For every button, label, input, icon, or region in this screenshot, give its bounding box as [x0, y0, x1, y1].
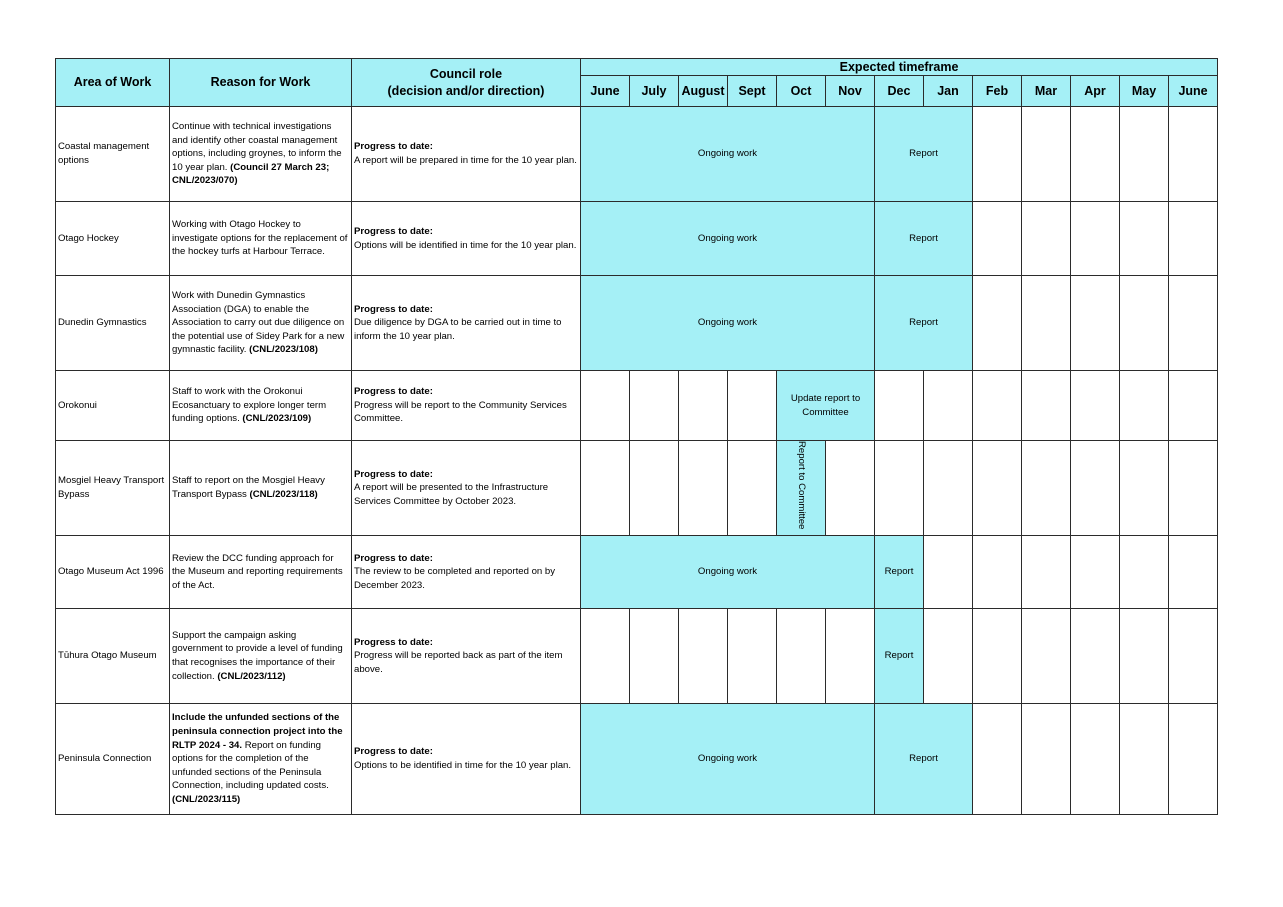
empty-month-cell — [875, 371, 924, 441]
empty-month-cell — [1071, 371, 1120, 441]
reason-ref: (CNL/2023/112) — [217, 670, 286, 682]
empty-month-cell — [924, 609, 973, 704]
reason-text: Working with Otago Hockey to investigate options for the replacement of the hockey turfs at Harbour Terrace. — [172, 219, 348, 258]
header-role-line2: (decision and/or direction) — [387, 83, 545, 98]
report-bar: Report — [875, 536, 924, 609]
progress-cell — [352, 276, 581, 371]
month-header: June — [581, 76, 630, 107]
empty-month-cell — [1169, 536, 1218, 609]
empty-month-cell — [1022, 202, 1071, 276]
table-row — [56, 276, 1218, 371]
table-row — [56, 536, 1218, 609]
empty-month-cell — [973, 371, 1022, 441]
empty-month-cell — [630, 609, 679, 704]
table-row — [56, 609, 1218, 704]
empty-month-cell — [679, 609, 728, 704]
progress-text: A report will be prepared in time for the 10 year plan. — [354, 155, 577, 166]
ongoing-work-bar: Ongoing work — [581, 107, 875, 202]
empty-month-cell — [973, 441, 1022, 536]
empty-month-cell — [1022, 536, 1071, 609]
progress-text: Progress will be reported back as part of the item above. — [354, 650, 563, 675]
report-bar: Report — [875, 202, 973, 276]
progress-text: Options will be identified in time for the 10 year plan. — [354, 239, 577, 251]
empty-month-cell — [1022, 107, 1071, 202]
progress-cell — [352, 609, 581, 704]
empty-month-cell — [1071, 704, 1120, 815]
empty-month-cell — [1169, 609, 1218, 704]
empty-month-cell — [973, 276, 1022, 371]
area-cell: Tūhura Otago Museum — [56, 609, 170, 704]
reason-cell — [170, 107, 352, 202]
empty-month-cell — [1022, 441, 1071, 536]
reason-cell — [170, 371, 352, 441]
progress-label: Progress to date: — [354, 303, 433, 315]
reason-ref: (CNL/2023/118) — [249, 489, 318, 500]
month-header: May — [1120, 76, 1169, 107]
header-council-role — [352, 59, 581, 107]
empty-month-cell — [924, 536, 973, 609]
empty-month-cell — [728, 441, 777, 536]
month-header: Apr — [1071, 76, 1120, 107]
header-role-line1: Council role — [429, 66, 503, 81]
empty-month-cell — [924, 441, 973, 536]
month-header: July — [630, 76, 679, 107]
progress-cell — [352, 202, 581, 276]
empty-month-cell — [1120, 107, 1169, 202]
empty-month-cell — [1071, 202, 1120, 276]
empty-month-cell — [1071, 441, 1120, 536]
reason-text: Staff to work with the Orokonui Ecosanctuary to explore longer term funding options. — [172, 386, 327, 425]
area-cell: Peninsula Connection — [56, 704, 170, 815]
progress-label: Progress to date: — [354, 468, 433, 480]
empty-month-cell — [1120, 371, 1169, 441]
progress-label: Progress to date: — [354, 141, 433, 153]
reason-cell — [170, 276, 352, 371]
empty-month-cell — [581, 371, 630, 441]
reason-cell — [170, 441, 352, 536]
month-header: Jan — [924, 76, 973, 107]
progress-text: Due diligence by DGA to be carried out in time to inform the 10 year plan. — [354, 317, 562, 342]
empty-month-cell — [1169, 704, 1218, 815]
empty-month-cell — [777, 609, 826, 704]
progress-cell — [352, 441, 581, 536]
month-header: Sept — [728, 76, 777, 107]
area-cell: Coastal management options — [56, 107, 170, 202]
report-bar: Report — [875, 704, 973, 815]
ongoing-work-bar: Ongoing work — [581, 276, 875, 371]
empty-month-cell — [1071, 609, 1120, 704]
empty-month-cell — [1169, 441, 1218, 536]
work-programme-table — [55, 58, 1218, 815]
month-header: Oct — [777, 76, 826, 107]
empty-month-cell — [826, 609, 875, 704]
empty-month-cell — [973, 107, 1022, 202]
empty-month-cell — [875, 441, 924, 536]
empty-month-cell — [581, 441, 630, 536]
month-header: Mar — [1022, 76, 1071, 107]
reason-cell — [170, 704, 352, 815]
header-area: Area of Work — [56, 59, 170, 107]
header-timeframe: Expected timeframe — [581, 59, 1218, 76]
ongoing-work-bar: Ongoing work — [581, 536, 875, 609]
empty-month-cell — [1120, 276, 1169, 371]
progress-label: Progress to date: — [354, 225, 433, 237]
reason-cell — [170, 202, 352, 276]
table-row — [56, 371, 1218, 441]
progress-text: Options to be identified in time for the 10 year plan. — [354, 760, 572, 771]
empty-month-cell — [1169, 371, 1218, 441]
empty-month-cell — [679, 371, 728, 441]
area-cell: Otago Hockey — [56, 202, 170, 276]
empty-month-cell — [1120, 202, 1169, 276]
progress-label: Progress to date: — [354, 636, 433, 648]
empty-month-cell — [1120, 536, 1169, 609]
empty-month-cell — [1022, 609, 1071, 704]
progress-label: Progress to date: — [354, 386, 433, 398]
progress-label: Progress to date: — [354, 552, 433, 564]
empty-month-cell — [1071, 107, 1120, 202]
progress-text: Progress will be report to the Community Services Committee. — [354, 399, 567, 425]
report-bar: Report — [875, 609, 924, 704]
empty-month-cell — [630, 371, 679, 441]
table-row — [56, 107, 1218, 202]
empty-month-cell — [1169, 276, 1218, 371]
ongoing-work-bar: Ongoing work — [581, 202, 875, 276]
empty-month-cell — [973, 202, 1022, 276]
month-header: June — [1169, 76, 1218, 107]
reason-lead: Include the unfunded sections of the peninsula connection project into the RLTP 2024 - 34. — [172, 712, 343, 751]
empty-month-cell — [973, 609, 1022, 704]
empty-month-cell — [1071, 536, 1120, 609]
progress-cell — [352, 536, 581, 609]
empty-month-cell — [630, 441, 679, 536]
month-header: August — [679, 76, 728, 107]
reason-text: Support the campaign asking government to provide a level of funding that recognises the importance of their collection. — [172, 629, 343, 682]
reason-text: Work with Dunedin Gymnastics Association (DGA) to enable the Association to carry out due diligence on the potential use of Sidey Park for a new gymnastic facility. — [172, 290, 345, 356]
ongoing-work-bar: Ongoing work — [581, 704, 875, 815]
empty-month-cell — [1022, 371, 1071, 441]
empty-month-cell — [1120, 704, 1169, 815]
reason-ref: (CNL/2023/115) — [172, 793, 241, 805]
area-cell: Otago Museum Act 1996 — [56, 536, 170, 609]
report-bar: Report — [875, 276, 973, 371]
empty-month-cell — [1169, 202, 1218, 276]
report-to-committee-bar — [777, 441, 826, 536]
empty-month-cell — [581, 609, 630, 704]
reason-text: Staff to report on the Mosgiel Heavy Transport Bypass — [172, 475, 325, 500]
header-reason: Reason for Work — [170, 59, 352, 107]
empty-month-cell — [973, 704, 1022, 815]
table-row — [56, 202, 1218, 276]
progress-cell — [352, 371, 581, 441]
empty-month-cell — [826, 441, 875, 536]
empty-month-cell — [1071, 276, 1120, 371]
progress-cell — [352, 107, 581, 202]
reason-text: Report on funding options for the completion of the unfunded sections of the Peninsula Connection, including updated costs. — [172, 739, 329, 792]
reason-text: Review the DCC funding approach for the Museum and reporting requirements of the Act. — [172, 552, 343, 591]
empty-month-cell — [973, 536, 1022, 609]
progress-cell — [352, 704, 581, 815]
empty-month-cell — [679, 441, 728, 536]
empty-month-cell — [1169, 107, 1218, 202]
empty-month-cell — [1120, 609, 1169, 704]
reason-text: Continue with technical investigations and identify other coastal management options, including groynes, to inform the 10 year plan. — [172, 121, 342, 173]
table-row — [56, 704, 1218, 815]
vertical-label: Report to Committee — [796, 441, 807, 530]
reason-cell — [170, 536, 352, 609]
progress-text: A report will be presented to the Infrastructure Services Committee by October 2023. — [354, 482, 549, 507]
update-report-bar: Update report to Committee — [777, 371, 875, 441]
report-bar: Report — [875, 107, 973, 202]
area-cell: Mosgiel Heavy Transport Bypass — [56, 441, 170, 536]
empty-month-cell — [1120, 441, 1169, 536]
month-header: Feb — [973, 76, 1022, 107]
reason-ref: (Council 27 March 23; CNL/2023/070) — [172, 161, 330, 187]
month-header: Dec — [875, 76, 924, 107]
empty-month-cell — [1022, 704, 1071, 815]
reason-cell — [170, 609, 352, 704]
empty-month-cell — [1022, 276, 1071, 371]
empty-month-cell — [728, 609, 777, 704]
month-header: Nov — [826, 76, 875, 107]
progress-text: The review to be completed and reported on by December 2023. — [354, 566, 556, 591]
table-row — [56, 441, 1218, 536]
reason-ref: (CNL/2023/109) — [242, 413, 312, 425]
area-cell: Dunedin Gymnastics — [56, 276, 170, 371]
progress-label: Progress to date: — [354, 746, 433, 758]
empty-month-cell — [728, 371, 777, 441]
area-cell: Orokonui — [56, 371, 170, 441]
empty-month-cell — [924, 371, 973, 441]
reason-ref: (CNL/2023/108) — [249, 344, 318, 356]
